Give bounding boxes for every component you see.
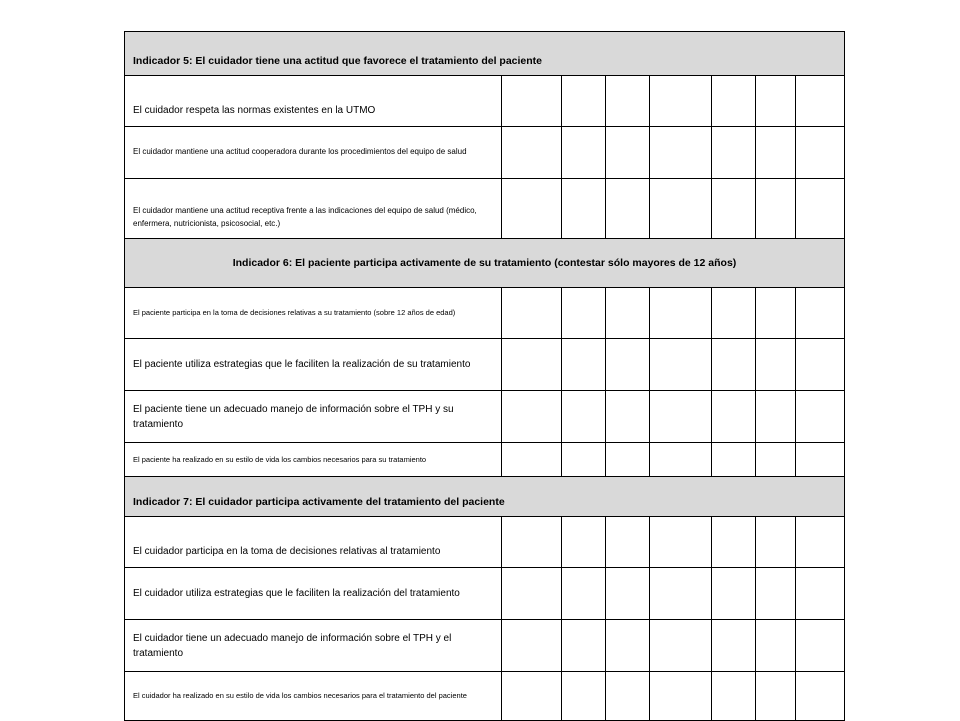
item-label: El cuidador utiliza estrategias que le faciliten la realización del tratamiento: [125, 568, 502, 620]
rating-cell[interactable]: [562, 179, 606, 239]
rating-cell[interactable]: [650, 620, 712, 672]
rating-cell[interactable]: [712, 517, 756, 568]
rating-cell[interactable]: [712, 339, 756, 391]
indicator-header-row: [125, 32, 845, 76]
rating-cell[interactable]: [796, 76, 845, 127]
rating-cell[interactable]: [712, 672, 756, 721]
item-label: El cuidador respeta las normas existentes en la UTMO: [125, 76, 502, 127]
rating-cell[interactable]: [502, 391, 562, 443]
item-label: El paciente participa en la toma de decisiones relativas a su tratamiento (sobre 12 años de edad): [125, 288, 502, 339]
rating-cell[interactable]: [650, 443, 712, 477]
rating-cell[interactable]: [502, 288, 562, 339]
item-row: [125, 620, 845, 672]
rating-cell[interactable]: [502, 127, 562, 179]
indicator-header-row: [125, 477, 845, 517]
item-label: El cuidador mantiene una actitud cooperadora durante los procedimientos del equipo de salud: [125, 127, 502, 179]
rating-cell[interactable]: [650, 391, 712, 443]
rating-cell[interactable]: [606, 76, 650, 127]
rating-cell[interactable]: [562, 76, 606, 127]
rating-cell[interactable]: [712, 443, 756, 477]
rating-cell[interactable]: [650, 76, 712, 127]
rating-cell[interactable]: [796, 288, 845, 339]
rating-cell[interactable]: [606, 517, 650, 568]
item-row: [125, 672, 845, 721]
item-row: [125, 179, 845, 239]
rating-cell[interactable]: [756, 391, 796, 443]
rating-cell[interactable]: [502, 568, 562, 620]
rating-cell[interactable]: [562, 568, 606, 620]
rating-cell[interactable]: [650, 672, 712, 721]
item-label: El paciente tiene un adecuado manejo de información sobre el TPH y su tratamiento: [125, 391, 502, 443]
item-row: [125, 127, 845, 179]
item-row: [125, 568, 845, 620]
rating-cell[interactable]: [796, 517, 845, 568]
indicator-title: Indicador 5: El cuidador tiene una actitud que favorece el tratamiento del paciente: [125, 32, 845, 76]
rating-cell[interactable]: [650, 568, 712, 620]
rating-cell[interactable]: [502, 620, 562, 672]
rating-cell[interactable]: [606, 568, 650, 620]
rating-cell[interactable]: [796, 391, 845, 443]
rating-cell[interactable]: [606, 179, 650, 239]
indicator-title: Indicador 6: El paciente participa activamente de su tratamiento (contestar sólo mayores de 12 años): [125, 239, 845, 288]
rating-cell[interactable]: [712, 288, 756, 339]
rating-cell[interactable]: [712, 127, 756, 179]
indicator-title: Indicador 7: El cuidador participa activamente del tratamiento del paciente: [125, 477, 845, 517]
rating-cell[interactable]: [502, 76, 562, 127]
rating-cell[interactable]: [650, 517, 712, 568]
rating-cell[interactable]: [756, 517, 796, 568]
rating-cell[interactable]: [712, 76, 756, 127]
rating-cell[interactable]: [650, 339, 712, 391]
rating-cell[interactable]: [606, 391, 650, 443]
rating-cell[interactable]: [562, 620, 606, 672]
rating-cell[interactable]: [650, 179, 712, 239]
rating-cell[interactable]: [606, 127, 650, 179]
rating-cell[interactable]: [756, 672, 796, 721]
rating-cell[interactable]: [562, 443, 606, 477]
rating-cell[interactable]: [502, 517, 562, 568]
item-row: [125, 443, 845, 477]
rating-cell[interactable]: [796, 568, 845, 620]
rating-cell[interactable]: [606, 339, 650, 391]
rating-cell[interactable]: [606, 620, 650, 672]
rating-cell[interactable]: [562, 391, 606, 443]
rating-cell[interactable]: [756, 288, 796, 339]
rating-cell[interactable]: [562, 517, 606, 568]
rating-cell[interactable]: [756, 127, 796, 179]
rating-cell[interactable]: [562, 288, 606, 339]
evaluation-table: [124, 31, 845, 721]
rating-cell[interactable]: [502, 179, 562, 239]
item-label: El cuidador tiene un adecuado manejo de información sobre el TPH y el tratamiento: [125, 620, 502, 672]
item-label: El cuidador ha realizado en su estilo de vida los cambios necesarios para el tratamiento del paciente: [125, 672, 502, 721]
rating-cell[interactable]: [712, 620, 756, 672]
item-row: [125, 517, 845, 568]
rating-cell[interactable]: [796, 620, 845, 672]
indicator-header-row: [125, 239, 845, 288]
rating-cell[interactable]: [562, 339, 606, 391]
rating-cell[interactable]: [756, 179, 796, 239]
item-row: [125, 339, 845, 391]
rating-cell[interactable]: [562, 127, 606, 179]
rating-cell[interactable]: [756, 443, 796, 477]
rating-cell[interactable]: [796, 127, 845, 179]
rating-cell[interactable]: [502, 339, 562, 391]
item-label: El cuidador mantiene una actitud receptiva frente a las indicaciones del equipo de salud (médico, enfermera, nutricionista, psicosocial, etc.): [125, 179, 502, 239]
rating-cell[interactable]: [712, 179, 756, 239]
rating-cell[interactable]: [606, 443, 650, 477]
rating-cell[interactable]: [796, 443, 845, 477]
rating-cell[interactable]: [502, 672, 562, 721]
rating-cell[interactable]: [756, 620, 796, 672]
rating-cell[interactable]: [606, 288, 650, 339]
rating-cell[interactable]: [650, 288, 712, 339]
rating-cell[interactable]: [712, 391, 756, 443]
rating-cell[interactable]: [756, 339, 796, 391]
rating-cell[interactable]: [796, 339, 845, 391]
rating-cell[interactable]: [712, 568, 756, 620]
rating-cell[interactable]: [502, 443, 562, 477]
rating-cell[interactable]: [796, 672, 845, 721]
rating-cell[interactable]: [606, 672, 650, 721]
item-label: El paciente ha realizado en su estilo de vida los cambios necesarios para su tratamiento: [125, 443, 502, 477]
item-row: [125, 391, 845, 443]
rating-cell[interactable]: [562, 672, 606, 721]
item-label: El cuidador participa en la toma de decisiones relativas al tratamiento: [125, 517, 502, 568]
rating-cell[interactable]: [796, 179, 845, 239]
item-row: [125, 288, 845, 339]
item-label: El paciente utiliza estrategias que le faciliten la realización de su tratamiento: [125, 339, 502, 391]
item-row: [125, 76, 845, 127]
rating-cell[interactable]: [756, 76, 796, 127]
rating-cell[interactable]: [756, 568, 796, 620]
rating-cell[interactable]: [650, 127, 712, 179]
